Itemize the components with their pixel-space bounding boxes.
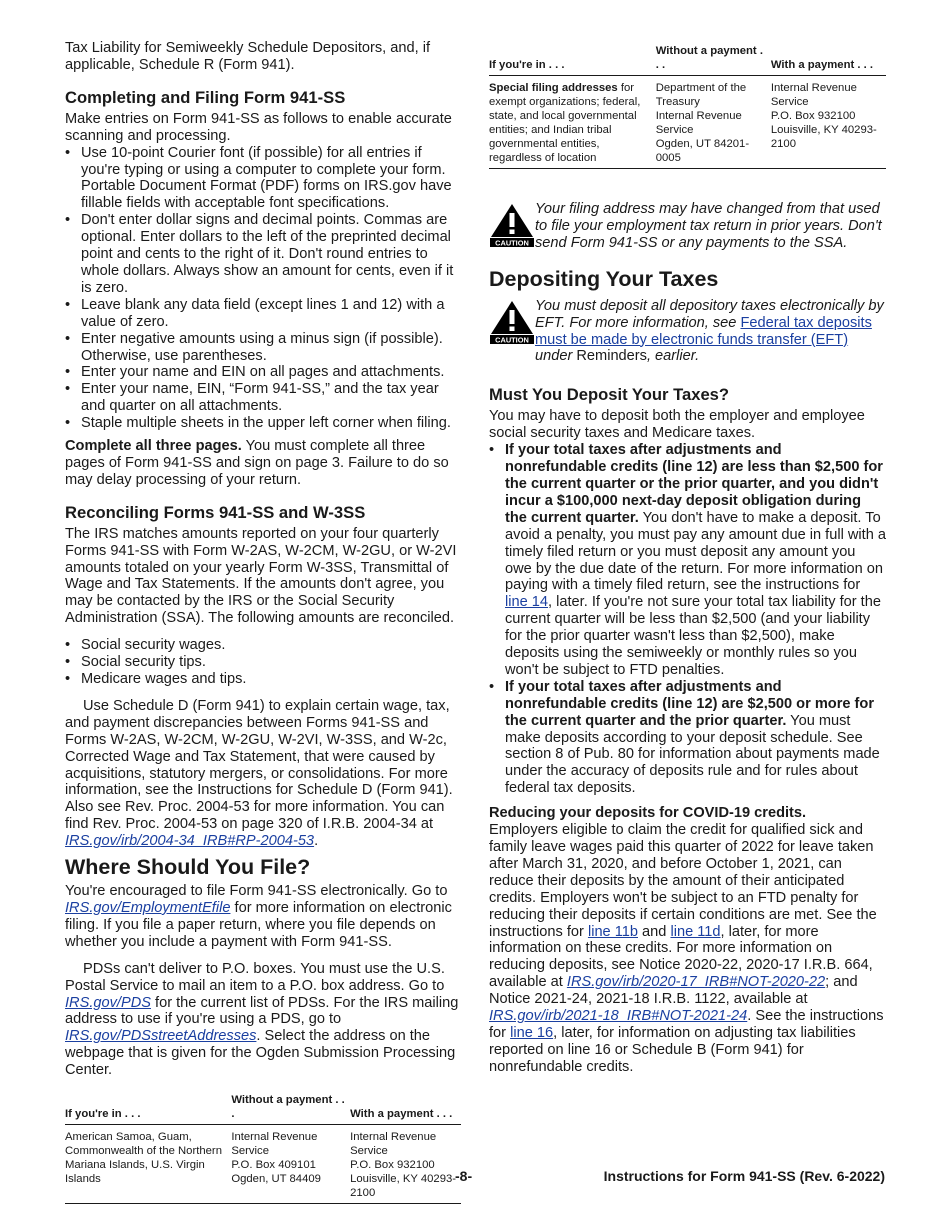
col-header-without-payment: Without a payment . . . xyxy=(231,1093,350,1125)
address-line: Louisville, KY 40293-2100 xyxy=(770,124,877,150)
schedule-d-text: Use Schedule D (Form 941) to explain certain wage, tax, and payment discrepancies between Forms 941-SS and Forms W-2AS, W-2CM, W-2GU, W-2VI, W-3SS, and W-2c, Corrected Wage and Tax Statement, that were caused by acquisitions, statutory mergers, or consolidations. For more information, see the Instructions for Schedule D (Form 941). Also see Rev. Proc. 2004-53 for more information. You can find Rev. Proc. 2004-53 on page 320 of I.R.B. 2004-34 at xyxy=(65,697,453,833)
cell-location: American Samoa, Guam, Commonwealth of the Northern Mariana Islands, U.S. Virgin Islands xyxy=(65,1125,231,1204)
line-14-link[interactable]: line 14 xyxy=(505,594,549,611)
special-addresses-bold: Special filing addresses xyxy=(489,82,618,94)
address-line: Internal Revenue Service xyxy=(231,1131,318,1158)
page-number: -8- xyxy=(455,1168,473,1184)
caution-eft-text xyxy=(535,298,886,366)
address-line: P.O. Box 932100 xyxy=(350,1159,435,1172)
address-line: Department of the Treasury xyxy=(655,82,747,108)
table-row xyxy=(65,1125,461,1204)
special-address-table xyxy=(489,44,886,169)
caution-label: CAUTION xyxy=(495,335,529,344)
covid-text-d: ; and Notice 2021-24, 2021-18 I.R.B. 1122, available at xyxy=(489,974,858,1008)
where-file-para1 xyxy=(65,883,461,951)
pds-text-c: . Select the address on the webpage that is given for the Ogden Submission Processing Center. xyxy=(65,1028,456,1079)
rule-less-than-text: You don't have to make a deposit. To avoid a penalty, you must pay any amount due in full with a timely filed return or you must deposit any amount you owe by the due date of the return. For more information on paying with a timely filed return, see the instructions for xyxy=(505,509,887,594)
pds-street-addresses-link[interactable]: IRS.gov/PDSstreetAddresses xyxy=(65,1028,257,1045)
table-header-row xyxy=(489,44,886,76)
intro-text: Tax Liability for Semiweekly Schedule Depositors, and, if applicable, Schedule R (Form 941). xyxy=(65,40,431,73)
must-deposit-heading: Must You Deposit Your Taxes? xyxy=(489,385,730,405)
col-header-location: If you're in . . . xyxy=(65,1093,231,1125)
address-line: Internal Revenue Service xyxy=(770,82,857,108)
completing-heading: Completing and Filing Form 941-SS xyxy=(65,87,346,107)
schedule-d-para xyxy=(65,698,461,850)
address-line: Internal Revenue Service xyxy=(350,1131,437,1158)
rp-2004-53-link[interactable]: IRS.gov/irb/2004-34_IRB#RP-2004-53 xyxy=(65,833,315,850)
special-addresses-text: for exempt organizations; federal, state, and local governmental entities; and Indian tribal governmental entities, regardless of location xyxy=(489,82,641,164)
col-header-with-payment: With a payment . . . xyxy=(350,1093,461,1125)
eft-text-b: under xyxy=(535,348,577,365)
caution-icon xyxy=(489,300,535,344)
caution-filing-text: Your filing address may have changed from that used to file your employment tax return in prior years. Don't send Form 941-SS or any payments to the SSA. xyxy=(535,201,882,251)
list-item: • Staple multiple sheets in the upper left corner when filing. xyxy=(65,415,461,432)
pds-text-b: for the current list of PDSs. For the IRS mailing address to use if you're using a PDS, go to xyxy=(65,994,459,1028)
list-item: • Social security wages. xyxy=(65,637,461,654)
cell-without-payment xyxy=(231,1125,350,1204)
deposit-rules-list xyxy=(489,442,886,797)
cell-location xyxy=(489,76,656,169)
table-row xyxy=(489,76,886,169)
caution-filing-address xyxy=(489,201,886,252)
list-item: • Don't enter dollar signs and decimal points. Commas are optional. Enter dollars to the left of the preprinted decimal point and cents to the right of it. Don't round entries to whole dollars. Always show an amount for cents, even if it is zero. xyxy=(65,212,461,297)
covid-text-f: , later, for information on adjusting tax liabilities reported on line 16 or Schedule B (Form 941) for nonrefundable credits. xyxy=(489,1024,856,1075)
reconciling-heading: Reconciling Forms 941-SS and W-3SS xyxy=(65,502,366,522)
depositing-heading: Depositing Your Taxes xyxy=(489,266,719,291)
list-item: • Social security tips. xyxy=(65,654,461,671)
complete-pages-para xyxy=(65,438,461,489)
where-text-b: for more information on electronic filing. If you file a paper return, where you file depends on whether you include a payment with Form 941-SS. xyxy=(65,899,452,950)
rule-more-than-bold: If your total taxes after adjustments and nonrefundable credits (line 12) are $2,500 or more for the current quarter and the prior quarter. xyxy=(505,678,875,729)
col-header-without-payment: Without a payment . . . xyxy=(656,44,771,76)
line-11d-link[interactable]: line 11d xyxy=(670,923,721,940)
left-column xyxy=(65,40,461,1204)
list-item: • Leave blank any data field (except lines 1 and 12) with a value of zero. xyxy=(65,297,461,331)
completing-list xyxy=(65,145,461,432)
list-item: • Medicare wages and tips. xyxy=(65,671,461,688)
covid-text-c: , later, for more information on these credits. For more information on reducing deposits, see Notice 2020-22, 2020-17 I.R.B. 664, available at xyxy=(489,923,873,991)
covid-text-b: and xyxy=(638,923,671,940)
list-item: • Enter negative amounts using a minus sign (if possible). Otherwise, use parentheses. xyxy=(65,331,461,365)
notice-2020-22-link[interactable]: IRS.gov/irb/2020-17_IRB#NOT-2020-22 xyxy=(566,974,826,991)
col-header-location: If you're in . . . xyxy=(489,44,656,76)
list-item: • Enter your name and EIN on all pages and attachments. xyxy=(65,364,461,381)
covid-text-a: Employers eligible to claim the credit for qualified sick and family leave wages paid this quarter of 2022 for leave taken after March 31, 2020, and before October 1, 2021, can reduce their deposits by the amount of their anticipated credits. Employers won't be subject to an FTD penalty for reducing their deposits if certain conditions are met. See the instructions for xyxy=(489,822,877,940)
must-deposit-intro: You may have to deposit both the employer and employee social security taxes and Medicare taxes. xyxy=(489,408,865,442)
covid-text-e: . See the instructions for xyxy=(489,1008,884,1041)
cell-without-payment xyxy=(656,76,771,169)
covid-heading: Reducing your deposits for COVID-19 credits. xyxy=(489,805,807,822)
list-item: • Use 10-point Courier font (if possible) for all entries if you're typing or using a computer to complete your form. Portable Document Format (PDF) forms on IRS.gov have fillable fields with acceptable font specifications. xyxy=(65,145,461,213)
address-line: Louisville, KY 40293-2100 xyxy=(350,1173,457,1200)
list-item xyxy=(489,442,886,679)
list-item xyxy=(489,679,886,797)
pds-text-a: PDSs can't deliver to P.O. boxes. You must use the U.S. Postal Service to mail an item to a P.O. box address. Go to xyxy=(65,960,445,994)
where-file-para2 xyxy=(65,961,461,1079)
address-line: Ogden, UT 84409 xyxy=(231,1173,321,1186)
caution-label: CAUTION xyxy=(495,238,529,247)
caution-icon xyxy=(489,203,535,247)
filing-address-table xyxy=(65,1093,461,1204)
rule-more-than-text: You must make deposits according to your deposit schedule. See section 8 of Pub. 80 for information about payments made under the accuracy of deposits rule and for rules about federal tax deposits. xyxy=(505,712,880,797)
punct: . xyxy=(314,833,319,850)
reconciled-list xyxy=(65,637,461,688)
covid-para xyxy=(489,822,886,1076)
reminders-ref: Reminders xyxy=(576,348,647,365)
employment-efile-link[interactable]: IRS.gov/EmploymentEfile xyxy=(65,899,231,916)
line-11b-link[interactable]: line 11b xyxy=(587,923,638,940)
table-header-row xyxy=(65,1093,461,1125)
rule-less-than-text-b: , later. If you're not sure your total tax liability for the current quarter will be less than $2,500 (and your liability for the prior quarter wasn't less than $2,500), make deposits using the semiweekly or monthly rules so you won't be subject to FTD penalties. xyxy=(505,594,881,678)
where-file-heading: Where Should You File? xyxy=(65,855,311,880)
notice-2021-24-link[interactable]: IRS.gov/irb/2021-18_IRB#NOT-2021-24 xyxy=(489,1008,748,1025)
eft-text-d: , earlier. xyxy=(646,348,700,365)
completing-intro: Make entries on Form 941-SS as follows to enable accurate scanning and processing. xyxy=(65,110,452,144)
col-header-with-payment: With a payment . . . xyxy=(771,44,886,76)
cell-with-payment xyxy=(771,76,886,169)
complete-pages-bold: Complete all three pages. xyxy=(65,438,242,455)
right-column xyxy=(489,44,886,1076)
document-title: Instructions for Form 941-SS (Rev. 6-2022) xyxy=(603,1168,885,1184)
federal-tax-deposits-link[interactable]: Federal tax deposits must be made by electronic funds transfer (EFT) xyxy=(535,314,872,348)
complete-pages-text: You must complete all three pages of Form 941-SS and sign on page 3. Failure to do so may delay processing of your return. xyxy=(65,438,449,488)
rule-less-than-bold: If your total taxes after adjustments and nonrefundable credits (line 12) are less than $2,500 for the current quarter or the prior quarter, and you didn't incur a $100,000 next-day deposit obligation during the current quarter. xyxy=(505,442,883,526)
list-item: • Enter your name, EIN, “Form 941-SS,” and the tax year and quarter on all attachments. xyxy=(65,381,461,415)
irs-pds-link[interactable]: IRS.gov/PDS xyxy=(65,994,151,1011)
address-line: Ogden, UT 84201-0005 xyxy=(655,138,750,164)
reconciling-para: The IRS matches amounts reported on your four quarterly Forms 941-SS with Form W-2AS, W-2CM, W-2GU, or W-2VI amounts totaled on your yearly Form W-3SS, Transmittal of Wage and Tax Statements. If the amounts don't agree, you may be contacted by the IRS or the Social Security Administration (SSA). The following amounts are reconciled. xyxy=(65,525,457,627)
where-text-a: You're encouraged to file Form 941-SS electronically. Go to xyxy=(65,883,448,900)
caution-eft xyxy=(489,298,886,366)
line-16-link[interactable]: line 16 xyxy=(510,1024,554,1041)
address-line: P.O. Box 932100 xyxy=(770,110,856,122)
eft-text-a: You must deposit all depository taxes electronically by EFT. For more information, see xyxy=(535,297,884,331)
address-line: P.O. Box 409101 xyxy=(231,1159,316,1172)
address-line: Internal Revenue Service xyxy=(655,110,742,136)
cell-with-payment xyxy=(350,1125,461,1204)
